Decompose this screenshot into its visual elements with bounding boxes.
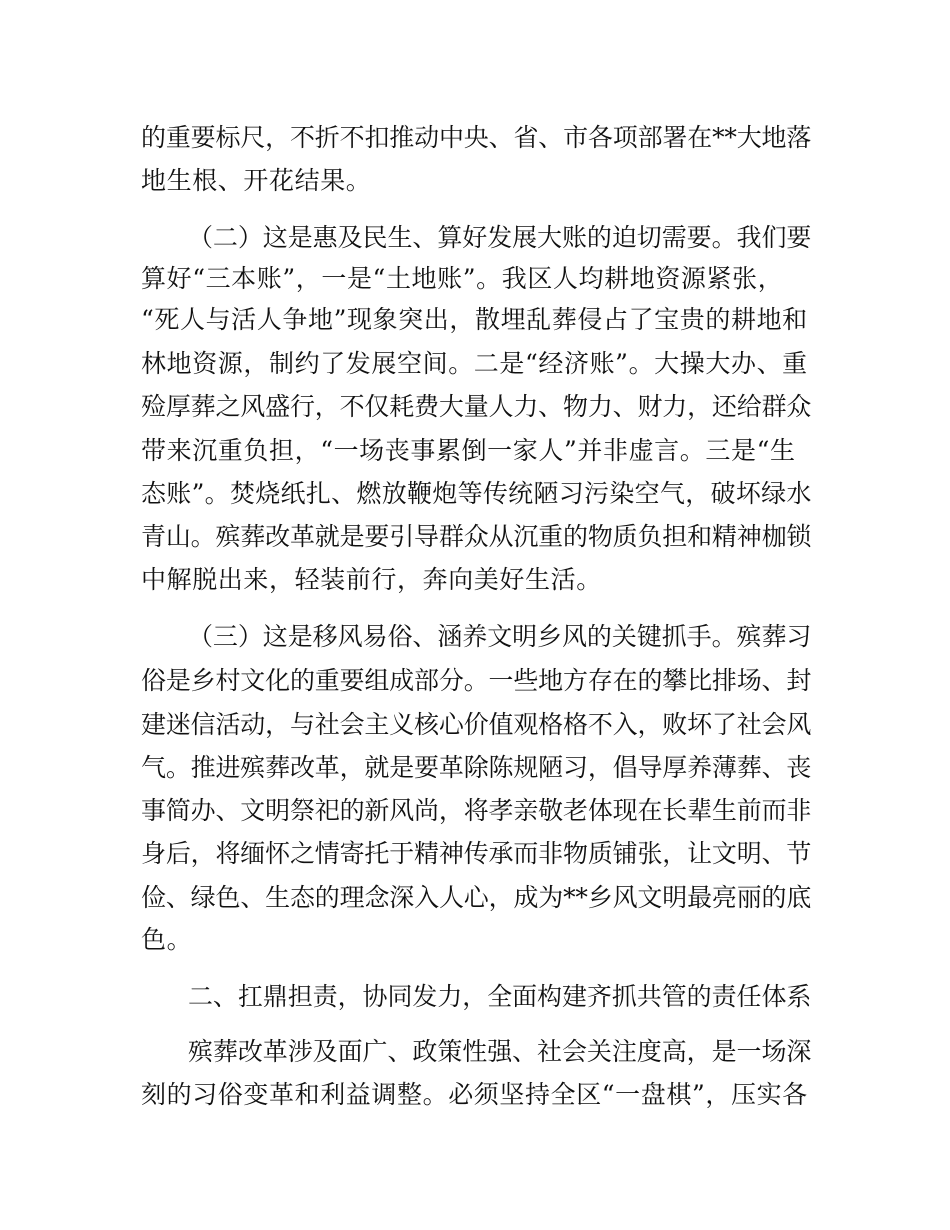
text-line: 算好“三本账”，一是“土地账”。我区人均耕地资源紧张， <box>141 264 784 293</box>
text-line: 中解脱出来，轻装前行，奔向美好生活。 <box>141 565 602 594</box>
text-line: 气。推进殡葬改革，就是要革除陈规陋习，倡导厚养薄葬、丧 <box>141 753 812 782</box>
text-line: 殡葬改革涉及面广、政策性强、社会关注度高，是一场深 <box>188 1037 812 1066</box>
text-line: 俗是乡村文化的重要组成部分。一些地方存在的攀比排场、封 <box>141 666 812 695</box>
text-line: 地生根、开花结果。 <box>141 166 372 195</box>
text-line: 青山。殡葬改革就是要引导群众从沉重的物质负担和精神枷锁 <box>141 522 812 551</box>
text-line: 建迷信活动，与社会主义核心价值观格格不入，败坏了社会风 <box>141 710 812 739</box>
text-line: 殓厚葬之风盛行，不仅耗费大量人力、物力、财力，还给群众 <box>141 392 812 421</box>
text-line: “死人与活人争地”现象突出，散埋乱葬侵占了宝贵的耕地和 <box>141 305 808 334</box>
text-line: （二）这是惠及民生、算好发展大账的迫切需要。我们要 <box>188 223 812 252</box>
section-heading: 二、扛鼎担责，协同发力，全面构建齐抓共管的责任体系 <box>188 982 812 1011</box>
text-line: 俭、绿色、生态的理念深入人心，成为**乡风文明最亮丽的底 <box>141 883 812 912</box>
text-line: 带来沉重负担，“一场丧事累倒一家人”并非虚言。三是“生 <box>141 436 796 465</box>
text-line: 的重要标尺，不折不扣推动中央、省、市各项部署在**大地落 <box>141 123 812 152</box>
text-line: （三）这是移风易俗、涵养文明乡风的关键抓手。殡葬习 <box>188 622 812 651</box>
text-line: 身后，将缅怀之情寄托于精神传承而非物质铺张，让文明、节 <box>141 839 812 868</box>
text-line: 事简办、文明祭祀的新风尚，将孝亲敬老体现在长辈生前而非 <box>141 796 812 825</box>
text-line: 色。 <box>141 925 193 954</box>
text-line: 刻的习俗变革和利益调整。必须坚持全区“一盘棋”，压实各 <box>141 1080 808 1109</box>
text-line: 态账”。焚烧纸扎、燃放鞭炮等传统陋习污染空气，破坏绿水 <box>141 479 812 508</box>
text-line: 林地资源，制约了发展空间。二是“经济账”。大操大办、重 <box>141 349 808 378</box>
